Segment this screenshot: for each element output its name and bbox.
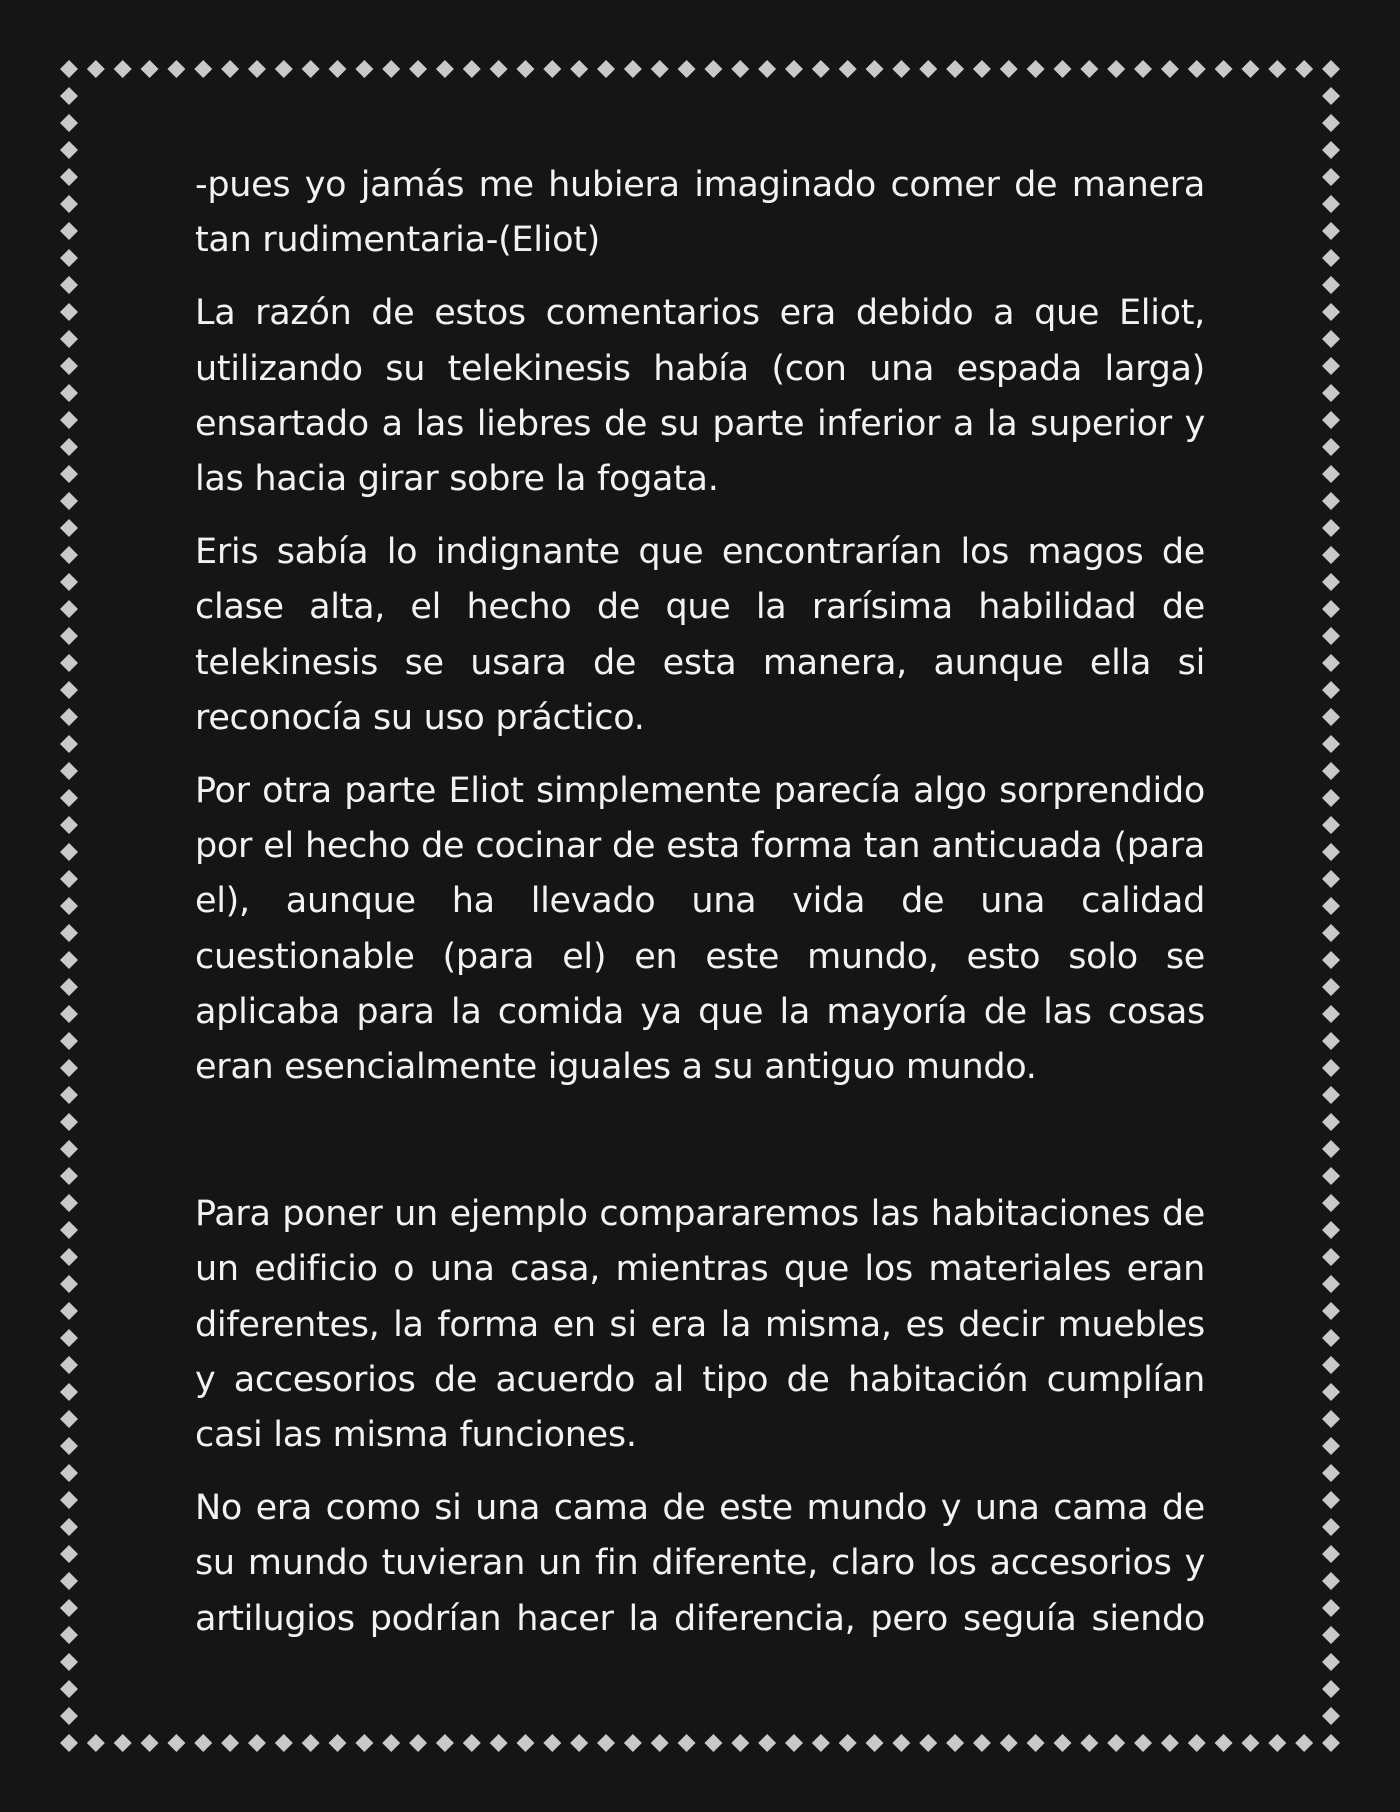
diamond-icon [60,87,78,105]
diamond-icon [60,1518,78,1536]
paragraph-1: -pues yo jamás me hubiera imaginado comer de manera tan rudimentaria-(Eliot) [195,165,1205,261]
diamond-icon [1322,411,1340,429]
diamond-icon [329,1734,347,1752]
diamond-icon [785,60,803,78]
diamond-icon [597,60,615,78]
section-gap [195,1113,1205,1187]
diamond-icon [1322,141,1340,159]
diamond-icon [409,1734,427,1752]
diamond-icon [1161,60,1179,78]
diamond-icon [1322,1545,1340,1563]
diamond-icon [651,60,669,78]
diamond-icon [355,60,373,78]
diamond-icon [60,438,78,456]
diamond-icon [1295,1734,1313,1752]
diamond-icon [1322,681,1340,699]
diamond-icon [1322,492,1340,510]
diamond-icon [248,1734,266,1752]
diamond-icon [60,573,78,591]
diamond-icon [1134,1734,1152,1752]
diamond-icon [946,60,964,78]
diamond-icon [1322,1491,1340,1509]
diamond-icon [60,816,78,834]
diamond-icon [919,1734,937,1752]
diamond-icon [114,60,132,78]
diamond-icon [1322,1329,1340,1347]
diamond-icon [1322,1518,1340,1536]
diamond-icon [1322,600,1340,618]
diamond-icon [60,1383,78,1401]
diamond-icon [60,1032,78,1050]
diamond-icon [785,1734,803,1752]
diamond-icon [60,870,78,888]
diamond-icon [60,1653,78,1671]
diamond-icon [114,1734,132,1752]
diamond-icon [60,1194,78,1212]
diamond-icon [167,1734,185,1752]
diamond-icon [1322,708,1340,726]
diamond-icon [382,60,400,78]
diamond-icon [973,1734,991,1752]
diamond-icon [275,1734,293,1752]
diamond-icon [60,1275,78,1293]
diamond-icon [1000,1734,1018,1752]
diamond-icon [1322,60,1340,78]
paragraph-5: Para poner un ejemplo compararemos las habitaciones de un edificio o una casa, mientras que los materiales eran diferentes, la forma en si era la misma, es decir muebles y accesorios de acuerdo al tipo de habitación cumplían casi las misma funciones. [195,1194,1205,1456]
diamond-icon [60,978,78,996]
diamond-icon [1188,60,1206,78]
diamond-icon [60,384,78,402]
diamond-icon [60,843,78,861]
diamond-icon [194,1734,212,1752]
diamond-icon [1241,60,1259,78]
diamond-icon [60,546,78,564]
diamond-icon [892,60,910,78]
diamond-icon [1322,1248,1340,1266]
diamond-icon [1241,1734,1259,1752]
diamond-icon [60,1410,78,1428]
diamond-icon [1322,276,1340,294]
diamond-icon [382,1734,400,1752]
diamond-icon [1322,222,1340,240]
diamond-icon [624,60,642,78]
diamond-icon [248,60,266,78]
diamond-icon [1322,1086,1340,1104]
diamond-icon [1322,330,1340,348]
diamond-icon [678,60,696,78]
diamond-icon [60,492,78,510]
diamond-icon [704,1734,722,1752]
diamond-icon [543,60,561,78]
diamond-icon [60,357,78,375]
diamond-icon [1107,60,1125,78]
paragraph-3: Eris sabía lo indignante que encontrarían los magos de clase alta, el hecho de que la rarísima habilidad de telekinesis se usara de esta manera, aunque ella si reconocía su uso práctico. [195,532,1205,738]
diamond-icon [60,897,78,915]
diamond-icon [1322,519,1340,537]
diamond-icon [1322,951,1340,969]
diamond-icon [704,60,722,78]
diamond-icon [597,1734,615,1752]
diamond-icon [1027,60,1045,78]
diamond-icon [1322,924,1340,942]
paragraph-4: Por otra parte Eliot simplemente parecía algo sorprendido por el hecho de cocinar de esta forma tan anticuada (para el), aunque ha llevado una vida de una calidad cuestionable (para el) en este mundo, esto solo se aplicaba para la comida ya que la mayoría de las cosas eran esencialmente iguales a su antiguo mundo. [195,771,1205,1088]
diamond-icon [1322,843,1340,861]
diamond-icon [1080,60,1098,78]
diamond-icon [1322,762,1340,780]
diamond-icon [1053,60,1071,78]
paragraph-2: La razón de estos comentarios era debido a que Eliot, utilizando su telekinesis había (con una espada larga) ensartado a las liebres de su parte inferior a la superior y las hacia girar sobre la fogata. [195,293,1205,500]
diamond-icon [60,789,78,807]
diamond-icon [87,1734,105,1752]
diamond-icon [866,60,884,78]
diamond-icon [60,1491,78,1509]
diamond-icon [60,1437,78,1455]
diamond-icon [1322,735,1340,753]
diamond-icon [60,1599,78,1617]
diamond-icon [60,735,78,753]
diamond-icon [866,1734,884,1752]
diamond-icon [60,195,78,213]
diamond-icon [490,1734,508,1752]
diamond-icon [1188,1734,1206,1752]
diamond-icon [812,60,830,78]
diamond-icon [60,1059,78,1077]
diamond-icon [624,1734,642,1752]
diamond-icon [543,1734,561,1752]
diamond-icon [60,762,78,780]
diamond-icon [1322,438,1340,456]
diamond-icon [731,1734,749,1752]
diamond-icon [1322,1437,1340,1455]
diamond-icon [167,60,185,78]
diamond-icon [919,60,937,78]
diamond-icon [758,1734,776,1752]
diamond-icon [60,1140,78,1158]
diamond-icon [60,330,78,348]
diamond-icon [60,1329,78,1347]
diamond-icon [1322,168,1340,186]
diamond-icon [1322,357,1340,375]
diamond-icon [60,654,78,672]
diamond-icon [141,60,159,78]
document-body [195,158,1205,1665]
diamond-icon [1027,1734,1045,1752]
diamond-icon [946,1734,964,1752]
diamond-icon [1322,1059,1340,1077]
diamond-icon [1322,1302,1340,1320]
diamond-icon [1322,546,1340,564]
diamond-icon [436,1734,454,1752]
diamond-icon [1322,1653,1340,1671]
diamond-icon [1322,249,1340,267]
diamond-icon [1322,978,1340,996]
diamond-icon [436,60,454,78]
diamond-icon [1322,114,1340,132]
diamond-icon [1322,1572,1340,1590]
diamond-icon [1322,465,1340,483]
diamond-icon [60,1572,78,1590]
diamond-icon [570,60,588,78]
diamond-icon [60,168,78,186]
diamond-icon [1322,1167,1340,1185]
diamond-icon [60,1167,78,1185]
diamond-icon [463,1734,481,1752]
diamond-icon [570,1734,588,1752]
diamond-icon [60,1356,78,1374]
diamond-icon [1215,60,1233,78]
diamond-icon [1268,1734,1286,1752]
diamond-icon [1215,1734,1233,1752]
diamond-icon [60,1545,78,1563]
diamond-icon [678,1734,696,1752]
diamond-icon [60,1464,78,1482]
diamond-icon [1322,816,1340,834]
diamond-icon [1322,1734,1340,1752]
diamond-icon [60,519,78,537]
diamond-icon [60,1113,78,1131]
diamond-icon [1322,1140,1340,1158]
diamond-icon [302,60,320,78]
diamond-icon [1322,303,1340,321]
diamond-icon [60,951,78,969]
diamond-icon [194,60,212,78]
diamond-icon [1295,60,1313,78]
diamond-icon [731,60,749,78]
diamond-icon [1322,1005,1340,1023]
diamond-icon [892,1734,910,1752]
diamond-icon [60,411,78,429]
diamond-icon [758,60,776,78]
diamond-icon [1134,60,1152,78]
diamond-icon [651,1734,669,1752]
diamond-icon [60,1707,78,1725]
diamond-icon [221,60,239,78]
diamond-icon [60,303,78,321]
diamond-icon [60,1005,78,1023]
diamond-icon [812,1734,830,1752]
diamond-icon [60,1734,78,1752]
diamond-icon [1322,789,1340,807]
diamond-icon [60,1680,78,1698]
diamond-icon [60,114,78,132]
diamond-icon [1322,1680,1340,1698]
diamond-icon [1322,1599,1340,1617]
diamond-icon [1268,60,1286,78]
diamond-icon [1107,1734,1125,1752]
diamond-icon [1322,195,1340,213]
diamond-icon [1322,870,1340,888]
diamond-icon [60,60,78,78]
diamond-icon [490,60,508,78]
diamond-icon [60,465,78,483]
diamond-icon [60,1302,78,1320]
diamond-icon [1053,1734,1071,1752]
diamond-icon [60,600,78,618]
diamond-icon [1161,1734,1179,1752]
diamond-icon [1322,1626,1340,1644]
diamond-icon [60,1248,78,1266]
diamond-icon [329,60,347,78]
diamond-icon [1080,1734,1098,1752]
diamond-icon [1322,1383,1340,1401]
diamond-icon [463,60,481,78]
diamond-icon [60,222,78,240]
diamond-icon [1322,573,1340,591]
diamond-icon [1322,654,1340,672]
diamond-icon [1322,87,1340,105]
diamond-icon [60,141,78,159]
diamond-icon [60,1086,78,1104]
diamond-icon [1322,1194,1340,1212]
diamond-icon [60,276,78,294]
diamond-icon [87,60,105,78]
diamond-icon [1322,1113,1340,1131]
diamond-icon [141,1734,159,1752]
diamond-icon [1322,1221,1340,1239]
diamond-icon [1322,384,1340,402]
diamond-icon [516,1734,534,1752]
diamond-icon [1322,1707,1340,1725]
diamond-icon [1322,1410,1340,1428]
diamond-icon [60,1626,78,1644]
diamond-icon [516,60,534,78]
diamond-icon [355,1734,373,1752]
diamond-icon [1322,627,1340,645]
diamond-icon [60,249,78,267]
paragraph-6: No era como si una cama de este mundo y una cama de su mundo tuvieran un fin diferente, claro los accesorios y artilugios podrían hacer la diferencia, pero seguía siendo [195,1488,1205,1639]
diamond-icon [221,1734,239,1752]
diamond-icon [1322,1275,1340,1293]
diamond-icon [275,60,293,78]
diamond-icon [839,1734,857,1752]
diamond-icon [1322,1356,1340,1374]
diamond-icon [60,627,78,645]
diamond-icon [60,681,78,699]
diamond-icon [1322,1032,1340,1050]
diamond-icon [60,924,78,942]
diamond-icon [60,708,78,726]
diamond-icon [1000,60,1018,78]
diamond-icon [973,60,991,78]
diamond-icon [839,60,857,78]
diamond-icon [60,1221,78,1239]
diamond-icon [1322,897,1340,915]
diamond-icon [409,60,427,78]
diamond-icon [302,1734,320,1752]
diamond-icon [1322,1464,1340,1482]
